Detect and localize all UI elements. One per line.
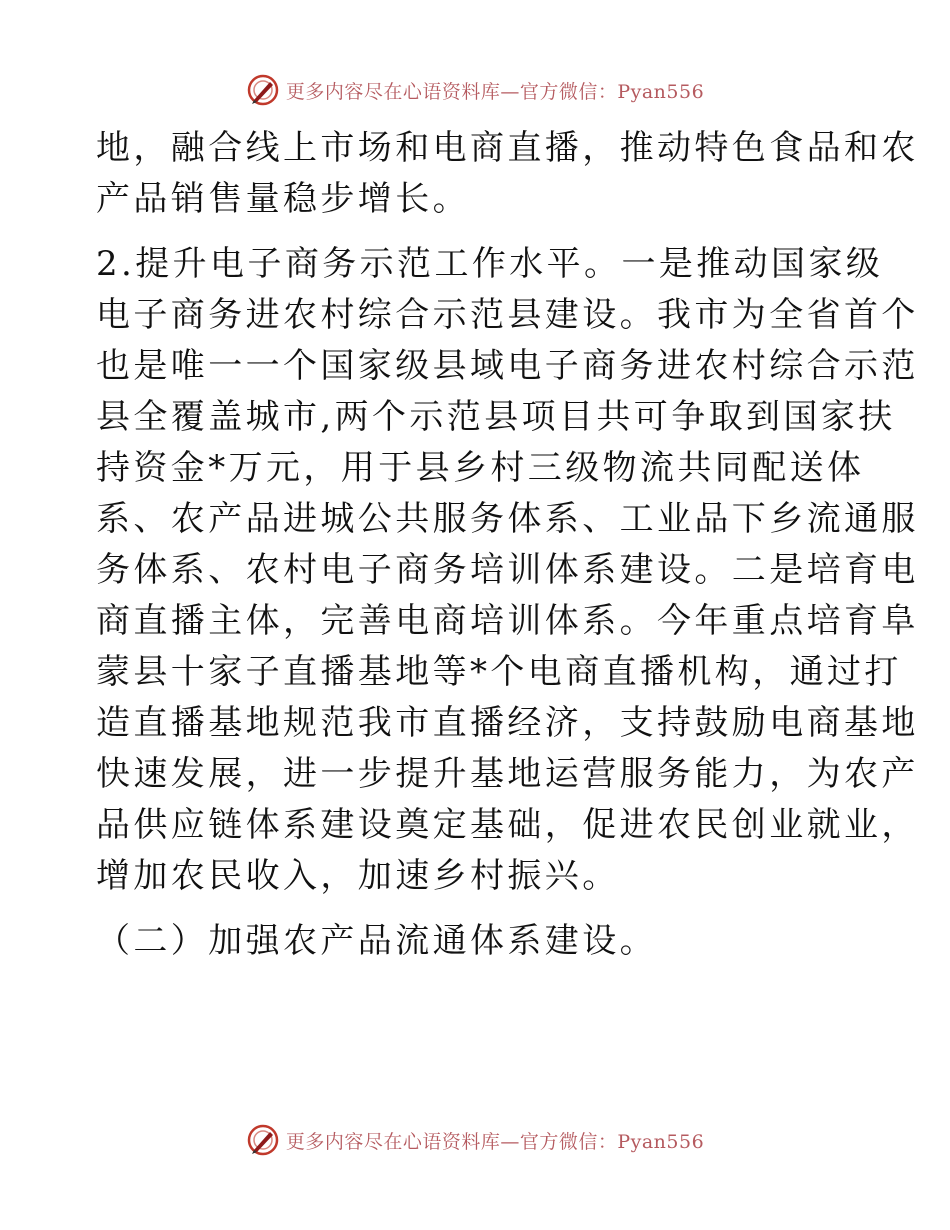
text-line: 2.提升电子商务示范工作水平。一是推动国家级 bbox=[96, 244, 884, 284]
watermark-text: 更多内容尽在心语资料库—官方微信：Pyan556 bbox=[285, 1130, 705, 1153]
document-body bbox=[96, 123, 919, 967]
text-line: 县全覆盖城市,两个示范县项目共可争取到国家扶 bbox=[96, 397, 896, 437]
text-line: 增加农民收入，加速乡村振兴。 bbox=[96, 856, 620, 896]
text-line: 造直播基地规范我市直播经济，支持鼓励电商基地 bbox=[96, 703, 919, 743]
text-line: 商直播主体，完善电商培训体系。今年重点培育阜 bbox=[96, 601, 919, 641]
paragraph-3 bbox=[96, 916, 856, 967]
text-line: 务体系、农村电子商务培训体系建设。二是培育电 bbox=[96, 550, 919, 590]
text-line: 电子商务进农村综合示范县建设。我市为全省首个 bbox=[96, 295, 919, 335]
pen-logo-icon bbox=[246, 73, 280, 107]
watermark-text: 更多内容尽在心语资料库—官方微信：Pyan556 bbox=[285, 80, 705, 103]
text-line: 快速发展，进一步提升基地运营服务能力，为农产 bbox=[96, 754, 919, 794]
text-line: 品供应链体系建设奠定基础，促进农民创业就业， bbox=[96, 805, 919, 845]
section-heading: （二）加强农产品流通体系建设。 bbox=[96, 921, 657, 961]
text-line: 系、农产品进城公共服务体系、工业品下乡流通服 bbox=[96, 499, 919, 539]
paragraph-1 bbox=[96, 123, 919, 225]
paragraph-2 bbox=[96, 239, 919, 902]
text-line: 也是唯一一个国家级县域电子商务进农村综合示范 bbox=[96, 346, 919, 386]
text-line: 产品销售量稳步增长。 bbox=[96, 179, 470, 219]
pen-logo-icon bbox=[246, 1123, 280, 1157]
text-line: 地，融合线上市场和电商直播，推动特色食品和农 bbox=[96, 128, 919, 168]
header-watermark bbox=[0, 70, 950, 110]
text-line: 蒙县十家子直播基地等*个电商直播机构，通过打 bbox=[96, 652, 902, 692]
text-line: 持资金*万元，用于县乡村三级物流共同配送体 bbox=[96, 448, 865, 488]
footer-watermark bbox=[0, 1120, 950, 1160]
